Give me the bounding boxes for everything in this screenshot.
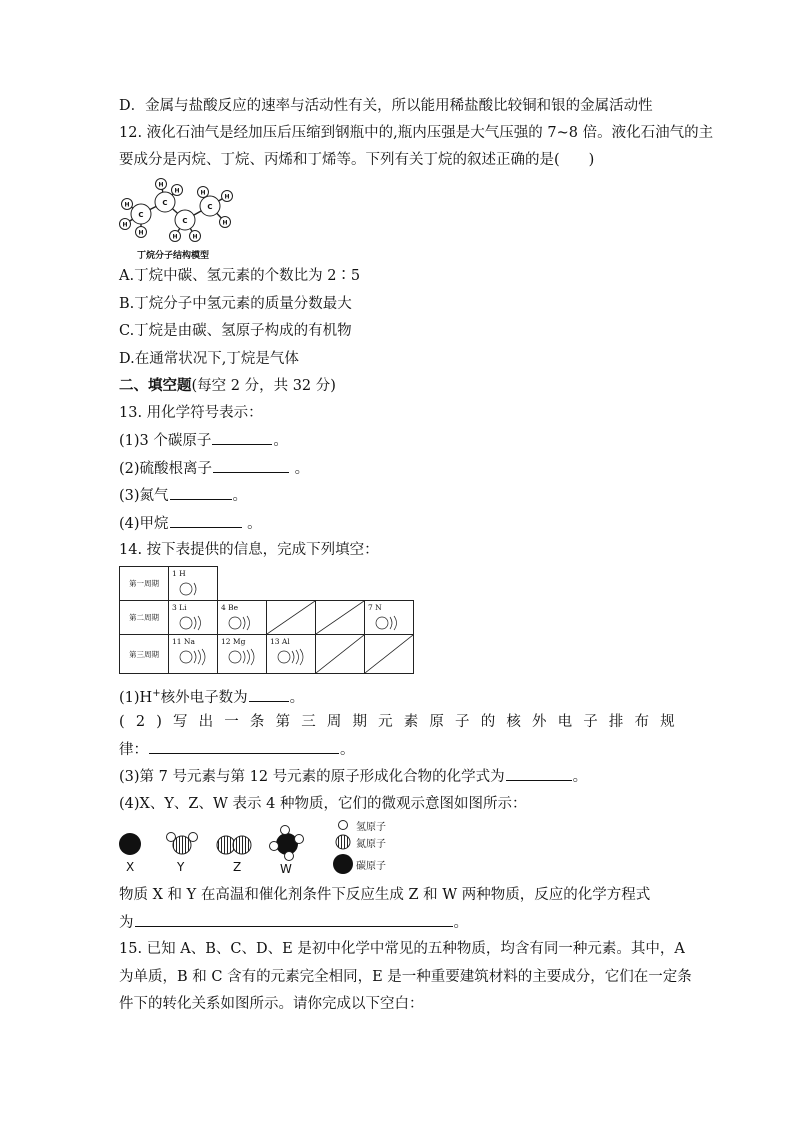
svg-text:H: H <box>138 229 144 237</box>
row-label: 第二周期 <box>120 601 169 635</box>
diagonal-line <box>316 601 364 634</box>
q14-part1-text: 核外电子数为 <box>160 689 248 706</box>
svg-text:H: H <box>172 233 178 241</box>
section2-note: (每空 2 分，共 32 分) <box>191 378 336 394</box>
element-cell-h <box>169 567 218 601</box>
element-symbol: 4 Be <box>221 603 239 612</box>
period: 。 <box>273 433 288 449</box>
q12-option-c: C.丁烷是由碳、氢原子构成的有机物 <box>119 323 352 339</box>
q13-part2-text: (2)硫酸根离子 <box>119 461 213 477</box>
svg-text:C: C <box>162 199 168 207</box>
q14-part4-prefix: 为 <box>119 915 134 931</box>
empty-cell <box>365 635 414 674</box>
answer-blank[interactable] <box>135 912 453 927</box>
element-cell-mg <box>218 635 267 674</box>
element-cell-al <box>267 635 316 674</box>
q14-part2-line1: ( 2 ) 写 出 一 条 第 三 周 期 元 素 原 子 的 核 外 电 子 排 布 规 <box>119 714 675 730</box>
period: 。 <box>340 742 355 758</box>
q15-stem-line3: 件下的转化关系如图所示。请你完成以下空白： <box>119 996 424 1012</box>
svg-text:H: H <box>158 181 164 189</box>
element-cell-li <box>169 601 218 635</box>
element-symbol: 13 Al <box>270 637 290 646</box>
atom-structure-icon <box>227 648 263 666</box>
label-x: X <box>126 860 135 874</box>
q14-stem: 14. 按下表提供的信息，完成下列填空： <box>119 542 379 558</box>
label-w: W <box>280 862 292 876</box>
element-symbol: 1 H <box>172 569 186 578</box>
svg-text:H: H <box>122 221 128 229</box>
q12-stem-line1: 12. 液化石油气是经加压后压缩到钢瓶中的,瓶内压强是大气压强的 7~8 倍。液化石油气的主 <box>119 125 714 141</box>
element-cell-na <box>169 635 218 674</box>
table-row <box>120 601 414 635</box>
atom-structure-icon <box>178 580 214 598</box>
answer-blank[interactable] <box>213 458 289 473</box>
q13-part3-text: (3)氮气 <box>119 488 169 504</box>
svg-text:C: C <box>138 211 144 219</box>
svg-text:H: H <box>124 201 130 209</box>
q14-part4-reaction: 物质 X 和 Y 在高温和催化剂条件下反应生成 Z 和 W 两种物质，反应的化学方程式 <box>119 887 651 903</box>
periodic-table <box>119 566 414 674</box>
q14-part1 <box>119 684 304 708</box>
q13-part4 <box>119 513 262 534</box>
q13-part1 <box>119 430 288 451</box>
atom-structure-icon <box>276 648 312 666</box>
diagonal-line <box>365 635 413 673</box>
element-symbol: 12 Mg <box>221 637 246 646</box>
atom-structure-icon <box>178 614 214 632</box>
period: 。 <box>232 488 248 504</box>
empty-cell <box>316 601 365 635</box>
element-cell-be <box>218 601 267 635</box>
answer-blank[interactable] <box>249 687 289 702</box>
q14-part2-line2 <box>119 739 355 760</box>
butane-model-figure <box>115 176 240 248</box>
answer-blank[interactable] <box>212 430 272 445</box>
element-symbol: 11 Na <box>172 637 195 646</box>
atom-structure-icon <box>227 614 263 632</box>
table-row <box>120 567 414 601</box>
superscript: + <box>152 688 161 699</box>
section2-heading <box>119 376 336 396</box>
answer-blank[interactable] <box>170 513 242 528</box>
q15-stem-line2: 为单质，B 和 C 含有的元素完全相同，E 是一种重要建筑材料的主要成分，它们在一定条 <box>119 969 692 985</box>
legend-carbon: 碳原子 <box>356 861 386 872</box>
q13-part3 <box>119 485 247 506</box>
answer-blank[interactable] <box>170 485 232 500</box>
q13-stem: 13. 用化学符号表示： <box>119 405 263 421</box>
q11-option-d: D．金属与盐酸反应的速率与活动性有关，所以能用稀盐酸比较铜和银的金属活动性 <box>119 98 653 114</box>
label-z: Z <box>233 860 242 874</box>
period: 。 <box>294 461 310 477</box>
period: 。 <box>453 915 468 931</box>
answer-blank[interactable] <box>506 766 572 781</box>
svg-text:H: H <box>222 219 228 227</box>
svg-text:C: C <box>182 217 188 225</box>
q14-part3 <box>119 766 587 787</box>
q12-stem-line2: 要成分是丙烷、丁烷、丙烯和丁烯等。下列有关丁烷的叙述正确的是( ) <box>119 152 595 168</box>
atom-structure-icon <box>178 648 214 666</box>
element-symbol: 7 N <box>368 603 382 612</box>
row-label: 第一周期 <box>120 567 169 601</box>
empty-cell <box>267 601 316 635</box>
legend-hydrogen: 氢原子 <box>356 822 386 833</box>
empty-space <box>218 567 414 601</box>
q13-part2 <box>119 458 309 479</box>
figure-caption: 丁烷分子结构模型 <box>137 251 210 261</box>
answer-blank[interactable] <box>149 739 339 754</box>
period: 。 <box>247 516 262 532</box>
row-label: 第三周期 <box>120 635 169 674</box>
q12-option-d: D.在通常状况下,丁烷是气体 <box>119 351 299 367</box>
q12-option-b: B.丁烷分子中氢元素的质量分数最大 <box>119 296 352 312</box>
atom-structure-icon <box>374 614 410 632</box>
q14-part4-answer <box>119 912 468 933</box>
q14-part2-text: 律： <box>119 742 148 758</box>
legend-nitrogen: 氮原子 <box>356 839 386 850</box>
element-cell-n <box>365 601 414 635</box>
svg-text:H: H <box>200 189 206 197</box>
svg-text:H: H <box>192 233 198 241</box>
diagonal-line <box>316 635 364 673</box>
table-row <box>120 635 414 674</box>
svg-text:H: H <box>224 193 230 201</box>
q15-stem-line1: 15. 已知 A、B、C、D、E 是初中化学中常见的五种物质，均含有同一种元素。其中，A <box>119 941 685 957</box>
empty-cell <box>316 635 365 674</box>
diagonal-line <box>267 601 315 634</box>
period: 。 <box>289 689 305 706</box>
label-y: Y <box>177 860 185 874</box>
q12-option-a: A.丁烷中碳、氢元素的个数比为 2∶5 <box>119 268 361 284</box>
q14-part1-prefix: (1)H <box>119 689 153 706</box>
q13-part4-text: (4)甲烷 <box>119 516 169 532</box>
q14-part3-text: (3)第 7 号元素与第 12 号元素的原子形成化合物的化学式为 <box>119 769 505 785</box>
svg-text:H: H <box>174 187 180 195</box>
svg-text:C: C <box>207 203 213 211</box>
q14-part4-stem: (4)X、Y、Z、W 表示 4 种物质，它们的微观示意图如图所示： <box>119 796 527 812</box>
section2-title: 二、填空题 <box>119 377 192 394</box>
period: 。 <box>572 769 588 785</box>
q13-part1-text: (1)3 个碳原子 <box>119 433 212 449</box>
element-symbol: 3 Li <box>172 603 187 612</box>
